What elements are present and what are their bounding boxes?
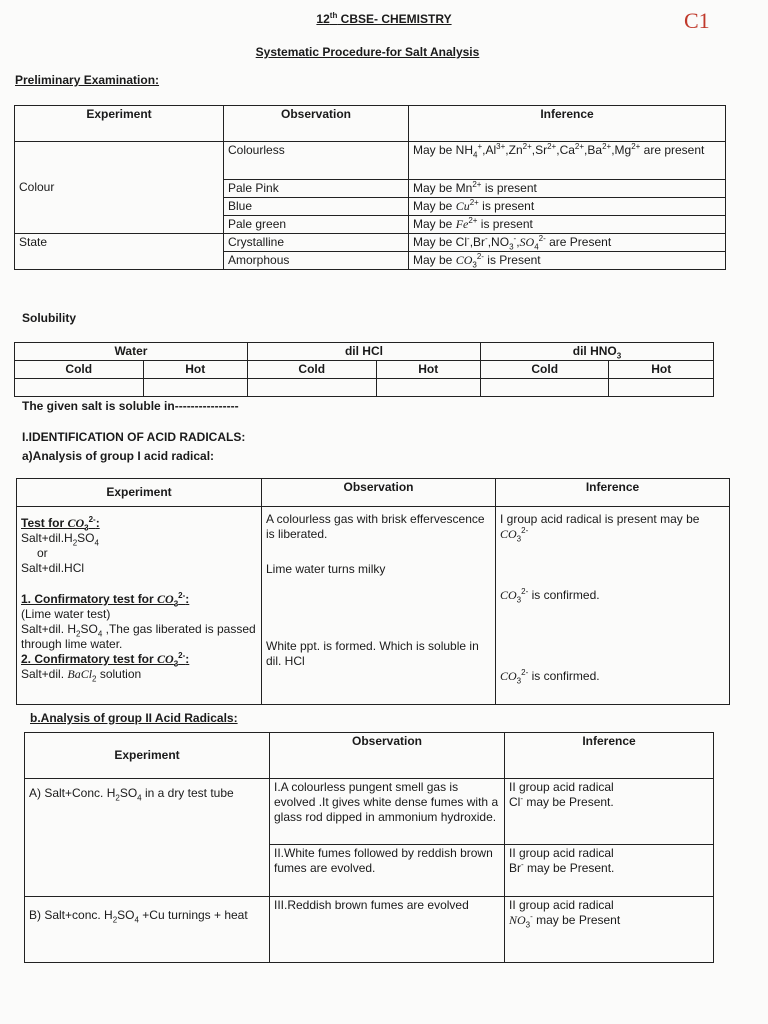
conf2-title: 2. Confirmatory test for $CO_3^{2-}$: [21, 651, 190, 669]
inf2: $CO_3^{2-}$ is confirmed. [500, 587, 600, 605]
corner-mark: C1 [684, 8, 710, 33]
group1-table [16, 478, 730, 705]
group2-heading: b.Analysis of group II Acid Radicals: [30, 711, 238, 725]
g1-experiment-cell [17, 507, 262, 705]
g1-observation-cell [262, 507, 496, 705]
obs-cell: Colourless [224, 142, 409, 180]
inf-cell: May be $Cu^{2+}$ is present [409, 198, 726, 216]
page-subtitle: Systematic Procedure-for Salt Analysis [255, 45, 480, 59]
sol-cold: Cold [15, 361, 144, 379]
g2-obsB: III.Reddish brown fumes are evolved [270, 897, 505, 963]
obs-cell: Crystalline [224, 234, 409, 252]
inf-cell: May be $Cl^-,Br^-,NO_3^-,SO_4^{2-}$ are Present [409, 234, 726, 252]
sol-blank [247, 379, 376, 397]
g2-col-observation: Observation [270, 733, 505, 779]
sol-blank [480, 379, 609, 397]
group2-table [24, 732, 714, 963]
prelim-col-inference: Inference [409, 106, 726, 142]
g2-infA1: II group acid radical Cl- may be Present. [505, 779, 714, 845]
exp2: Salt+dil.HCl [21, 561, 85, 575]
g2-expA: A) Salt+Conc. $H_2SO_4$ in a dry test tube [25, 779, 270, 897]
inf3: $CO_3^{2-}$ is confirmed. [500, 668, 600, 686]
sol-blank [143, 379, 247, 397]
sol-blank [376, 379, 480, 397]
conf1-sub: (Lime water test) [21, 607, 111, 621]
soluble-in-text: The given salt is soluble in---------------- [22, 399, 239, 413]
prelim-col-observation: Observation [224, 106, 409, 142]
exp-or: or [37, 546, 48, 560]
g2-col-experiment: Experiment [25, 733, 270, 779]
conf1-title: 1. Confirmatory test for $CO_3^{2-}$: [21, 591, 190, 609]
g2-infB: II group acid radical $NO_3^-$ may be Present [505, 897, 714, 963]
obs-cell: Amorphous [224, 252, 409, 270]
prelim-col-experiment: Experiment [15, 106, 224, 142]
sol-water: Water [15, 343, 248, 361]
preliminary-table [14, 105, 726, 270]
obs-cell: Pale green [224, 216, 409, 234]
g2-obsA2: II.White fumes followed by reddish brown fumes are evolved. [270, 845, 505, 897]
test-for-co3: Test for $CO_3^{2-}$: [21, 515, 100, 533]
inf1: I group acid radical is present may be $CO_3^{2-}$ [500, 512, 700, 544]
solubility-table [14, 342, 714, 397]
solubility-heading: Solubility [22, 311, 76, 325]
inf-cell: May be $Mn^{2+}$ is present [409, 180, 726, 198]
sol-dil-hno3: dil $HNO_3$ [480, 343, 713, 361]
group1-heading: a)Analysis of group I acid radical: [22, 449, 215, 463]
inf-cell: May be $NH_4^+,Al^{3+},Zn^{2+},Sr^{2+},Ca^{2+},Ba^{2+},Mg^{2+}$ are present [409, 142, 726, 180]
sol-dil-hcl: dil HCl [247, 343, 480, 361]
sol-hot: Hot [376, 361, 480, 379]
state-label: State [15, 234, 224, 270]
obs-cell: Blue [224, 198, 409, 216]
g2-col-inference: Inference [505, 733, 714, 779]
obs2: Lime water turns milky [266, 562, 386, 576]
g2-infA2: II group acid radical Br- may be Present. [505, 845, 714, 897]
acid-radicals-heading: I.IDENTIFICATION OF ACID RADICALS: [22, 430, 246, 444]
inf-cell: May be $Fe^{2+}$ is present [409, 216, 726, 234]
g2-expB: B) Salt+conc. $H_2SO_4 +Cu$ turnings + heat [25, 897, 270, 963]
conf2-body: Salt+dil. BaCl$_2$ solution [21, 667, 142, 684]
conf1-body: Salt+dil. $H_2SO_4$ ,The gas liberated is passed through lime water. [21, 622, 256, 651]
sol-hot: Hot [609, 361, 714, 379]
sol-hot: Hot [143, 361, 247, 379]
g1-col-experiment: Experiment [17, 479, 262, 507]
grade-number: 12 [316, 12, 330, 26]
colour-label: Colour [15, 142, 224, 234]
obs1: A colourless gas with brisk effervescence is liberated. [266, 512, 485, 541]
exp1: $Salt+dil.H_2SO_4$ [21, 531, 99, 548]
g2-obsA1: I.A colourless pungent smell gas is evolved .It gives white dense fumes with a glass rod dipped in ammonium hydroxide. [270, 779, 505, 845]
sol-cold: Cold [247, 361, 376, 379]
g1-inference-cell [496, 507, 730, 705]
inf-cell: May be $CO_3^{2-}$ is Present [409, 252, 726, 270]
obs-cell: Pale Pink [224, 180, 409, 198]
title-text: CBSE- CHEMISTRY [337, 12, 452, 26]
sol-blank [15, 379, 144, 397]
obs3: White ppt. is formed. Which is soluble in dil. HCl [266, 639, 479, 668]
g1-col-observation: Observation [262, 479, 496, 507]
grade-sup: th [329, 11, 338, 20]
sol-blank [609, 379, 714, 397]
sol-cold: Cold [480, 361, 609, 379]
page-title [0, 12, 768, 26]
preliminary-heading: Preliminary Examination: [15, 73, 160, 87]
g1-col-inference: Inference [496, 479, 730, 507]
